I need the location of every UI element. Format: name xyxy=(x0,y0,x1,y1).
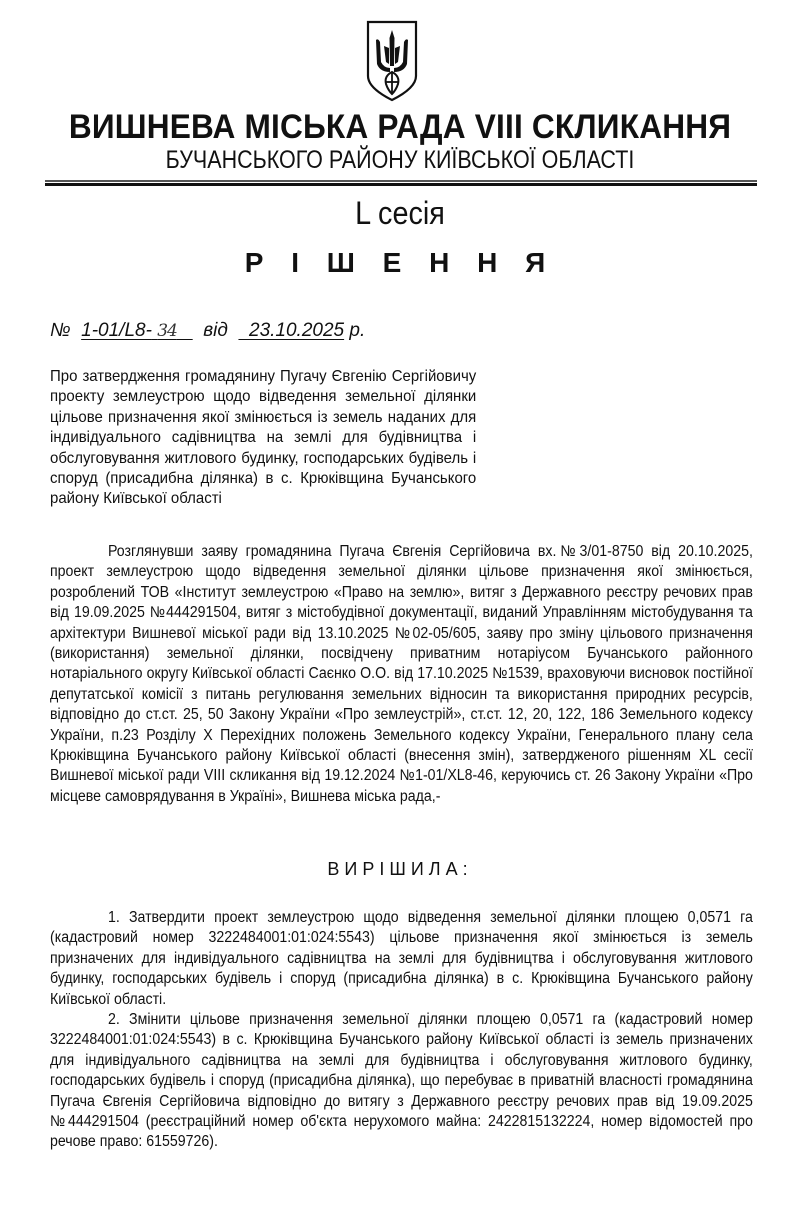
decision-number-handwritten: 34 xyxy=(157,321,177,341)
year-suffix: р. xyxy=(349,320,366,341)
decision-date xyxy=(238,320,344,341)
preamble xyxy=(50,542,753,807)
decision-date-value: 23.10.2025 xyxy=(249,320,345,341)
decision-number xyxy=(81,320,193,341)
resolution-item-2: 2. Змінити цільове призначення земельної ділянки площею 0,0571 га (кадастровий номер 3222484001:01:024:5543) в с. Крюківщина Бучанського району Київської області із земель призначених для індивідуального садівництва на землі для будівництва і обслуговування житлового будинку, господарських будівель і споруд (присадибна ділянка), що перебуває в приватній власності громадянина Пугача Євгенія Сергійовича відповідно до витягу з Державного реєстру речових прав від 19.09.2025 №444291504 (реєстраційний номер об'єкта нерухомого майна: 2422815132224, номер відомостей про речове право: 61559726). xyxy=(50,1011,753,1151)
resolved-heading: ВИРІШИЛА: xyxy=(327,859,473,879)
preamble-paragraph: Розглянувши заяву громадянина Пугача Євгенія Сергійовича вх.№3/01-8750 від 20.10.2025, проект землеустрою щодо відведення земельної ділянки цільове призначення якої змінюється, розроблений ТОВ «Інститут землеустрою «Право на землю», витяг з Державного реєстру речових прав від 19.09.2025 №444291504, витяг з містобудівної документації, виданий Управлінням містобудування та архітектури Вишневої міської ради від 13.10.2025 №02-05/605, заяву про зміну цільового призначення (використання) земельної ділянки, посвідчену приватним нотаріусом Бучанського районного нотаріального округу Київської області Саєнко О.О. від 17.10.2025 №1539, враховуючи висновок постійної депутатської комісії з питань регулювання земельних відносин та використання природних ресурсів, відповідно до ст.ст. 25, 50 Закону України «Про землеустрій», ст.ст. 12, 20, 122, 186 Земельного кодексу України, п.23 Розділу X Перехідних положень Земельного кодексу України, Генерального плану села Крюківщина Бучанського району Київської області (внесення змін), затвердженого рішенням XL сесії Вишневої міської ради VIII скликання від 19.12.2024 №1-01/XL8-46, керуючись ст. 26 Закону України «Про місцеве самоврядування в Україні», Вишнева міська рада,- xyxy=(50,543,753,805)
document-type-title: Р І Ш Е Н Н Я xyxy=(244,247,556,278)
header-divider xyxy=(45,180,757,186)
resolution-item-1: 1. Затвердити проект землеустрою щодо відведення земельної ділянки площею 0,0571 га (кадастровий номер 3222484001:01:024:5543) цільове призначення якої змінюється із земель призначених для індивідуального садівництва на землі для будівництва і обслуговування житлового будинку, господарських будівель і споруд (присадибна ділянка) в с. Крюківщина Бучанського району Київської області. xyxy=(50,909,753,1008)
council-region: БУЧАНСЬКОГО РАЙОНУ КИЇВСЬКОЇ ОБЛАСТІ xyxy=(165,146,635,174)
from-label: від xyxy=(203,320,228,341)
decision-number-line xyxy=(50,318,365,344)
number-prefix: № xyxy=(50,320,71,341)
trident-coat-of-arms-icon xyxy=(364,18,420,104)
decision-number-printed: 1-01/L8- xyxy=(81,320,152,341)
decision-subject: Про затвердження громадянину Пугачу Євгенію Сергійовичу проекту землеустрою щодо відведення земельної ділянки цільове призначення якої змінюється із земель наданих для індивідуального садівництва на землі для будівництва і обслуговування житлового будинку, господарських будівель і споруд (присадибна ділянка) в с. Крюківщина Бучанського району Київської області xyxy=(50,368,477,508)
resolution-items xyxy=(50,908,753,1153)
session-label: L сесія xyxy=(355,195,445,231)
council-name: ВИШНЕВА МІСЬКА РАДА VIII СКЛИКАННЯ xyxy=(68,108,732,146)
